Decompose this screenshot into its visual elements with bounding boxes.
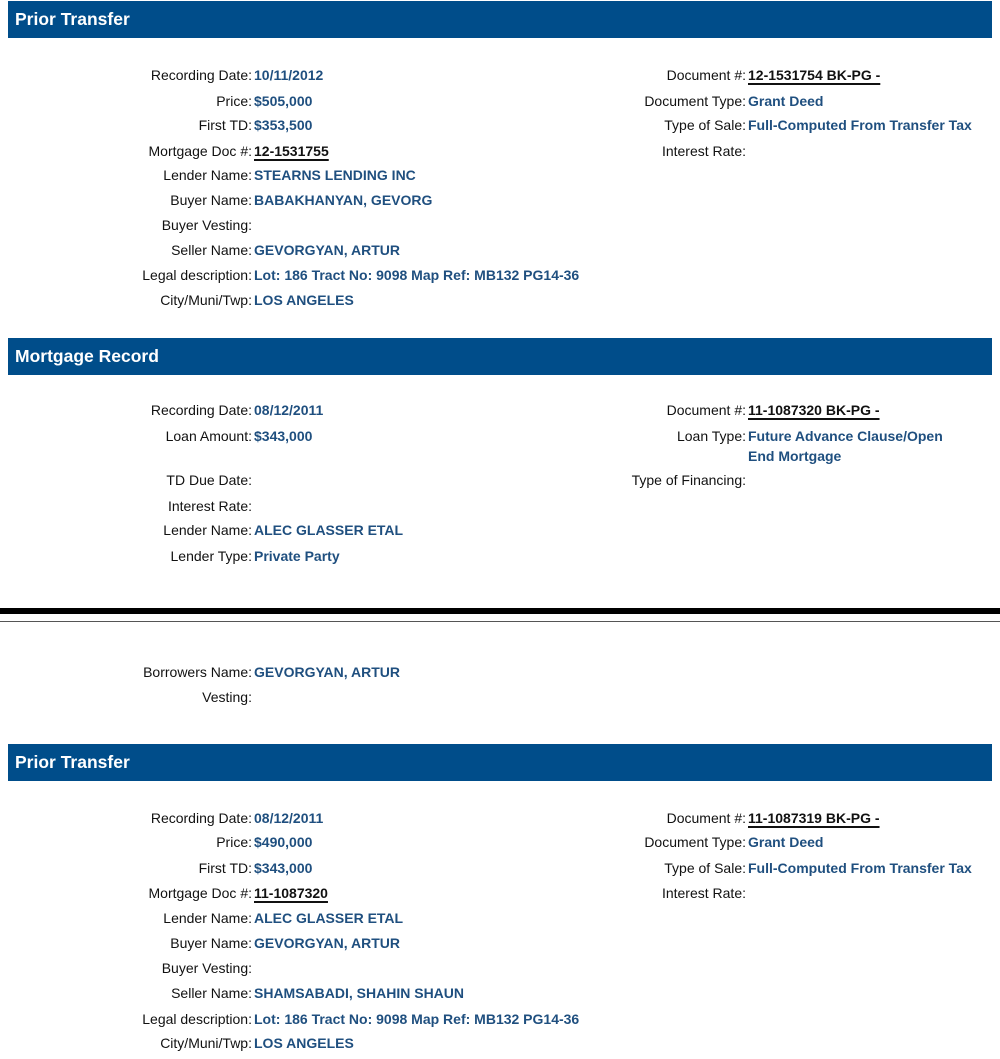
field-legal-description: [0, 265, 580, 285]
field-label: Buyer Name:: [170, 935, 252, 951]
field-value: GEVORGYAN, ARTUR: [254, 242, 400, 258]
field-value: Grant Deed: [748, 834, 824, 850]
field-type-of-sale: [0, 115, 972, 135]
field-label: Borrowers Name:: [143, 664, 252, 680]
field-label: Interest Rate:: [167, 498, 252, 514]
field-buyer-vesting: [0, 958, 252, 978]
field-label: Lender Name:: [163, 522, 252, 538]
field-label: Interest Rate:: [661, 885, 746, 901]
field-legal-description: [0, 1009, 580, 1029]
field-label: Type of Financing:: [631, 472, 746, 488]
field-buyer-name: [0, 190, 433, 210]
field-type-of-sale: [0, 858, 972, 878]
field-value: SHAMSABADI, SHAHIN SHAUN: [254, 985, 465, 1001]
field-lender-name: [0, 165, 416, 185]
field-label: First TD:: [198, 860, 252, 876]
field-label: Vesting:: [202, 689, 252, 705]
field-value: Future Advance Clause/Open: [748, 428, 943, 444]
field-value: 08/12/2011: [254, 402, 324, 418]
field-label: Document #:: [666, 402, 746, 418]
field-buyer-vesting: [0, 215, 252, 235]
field-interest-rate: [0, 141, 746, 161]
field-value: Full-Computed From Transfer Tax: [748, 117, 972, 133]
field-value: End Mortgage: [748, 448, 842, 464]
field-label: Lender Name:: [163, 910, 252, 926]
field-label: Type of Sale:: [664, 860, 746, 876]
field-value: GEVORGYAN, ARTUR: [254, 664, 400, 680]
field-label: First TD:: [198, 117, 252, 133]
field-document-number: [0, 400, 880, 420]
field-city-muni-twp: [0, 1033, 354, 1053]
field-label: City/Muni/Twp:: [160, 292, 252, 308]
field-label: Legal description:: [142, 1011, 252, 1027]
field-label: Recording Date:: [150, 810, 252, 826]
mortgage-doc-link[interactable]: 12-1531755: [254, 143, 329, 159]
field-label: Document #:: [666, 67, 746, 83]
field-label: Buyer Vesting:: [161, 960, 252, 976]
field-value: ALEC GLASSER ETAL: [254, 910, 404, 926]
document-number-link[interactable]: 11-1087320 BK-PG -: [748, 402, 880, 418]
field-value: STEARNS LENDING INC: [254, 167, 416, 183]
field-label: Loan Amount:: [165, 428, 252, 444]
field-label: Recording Date:: [150, 402, 252, 418]
field-seller-name: [0, 240, 400, 260]
field-value: Lot: 186 Tract No: 9098 Map Ref: MB132 PG14-36: [254, 267, 580, 283]
field-lender-type: [0, 546, 340, 566]
field-value: Private Party: [254, 548, 340, 564]
field-label: Buyer Vesting:: [161, 217, 252, 233]
field-label: Mortgage Doc #:: [148, 143, 252, 159]
field-interest-rate: [0, 883, 746, 903]
mortgage-doc-link[interactable]: 11-1087320: [254, 885, 328, 901]
field-value: GEVORGYAN, ARTUR: [254, 935, 400, 951]
field-label: Legal description:: [142, 267, 252, 283]
section-header-prior-transfer: Prior Transfer: [8, 744, 992, 781]
field-borrowers-name: [0, 662, 400, 682]
field-label: Mortgage Doc #:: [148, 885, 252, 901]
page-break-divider: [0, 608, 1000, 614]
field-label: Buyer Name:: [170, 192, 252, 208]
field-value: BABAKHANYAN, GEVORG: [254, 192, 433, 208]
field-buyer-name: [0, 933, 400, 953]
field-label: Seller Name:: [171, 985, 252, 1001]
field-label: TD Due Date:: [166, 472, 252, 488]
field-value: ALEC GLASSER ETAL: [254, 522, 404, 538]
section-header-prior-transfer: Prior Transfer: [8, 1, 992, 38]
field-value: Full-Computed From Transfer Tax: [748, 860, 972, 876]
field-lender-name: [0, 908, 404, 928]
field-value: $353,500: [254, 117, 313, 133]
field-label: Document Type:: [644, 834, 746, 850]
field-document-number: [0, 808, 880, 828]
field-value: $343,000: [254, 860, 313, 876]
field-label: Type of Sale:: [664, 117, 746, 133]
field-label: Price:: [216, 834, 252, 850]
field-label: Document #:: [666, 810, 746, 826]
field-label: Recording Date:: [150, 67, 252, 83]
field-value: $343,000: [254, 428, 313, 444]
field-document-number: [0, 65, 881, 85]
document-number-link[interactable]: 12-1531754 BK-PG -: [748, 67, 881, 83]
field-value: 08/12/2011: [254, 810, 324, 826]
field-label: Loan Type:: [676, 428, 746, 444]
field-value: LOS ANGELES: [254, 292, 354, 308]
field-city-muni-twp: [0, 290, 354, 310]
field-value: $505,000: [254, 93, 313, 109]
section-header-mortgage-record: Mortgage Record: [8, 338, 992, 375]
field-vesting: [0, 687, 252, 707]
field-value: Grant Deed: [748, 93, 824, 109]
field-value: Lot: 186 Tract No: 9098 Map Ref: MB132 PG14-36: [254, 1011, 580, 1027]
document-number-link[interactable]: 11-1087319 BK-PG -: [748, 810, 880, 826]
field-lender-name: [0, 520, 404, 540]
field-label: Lender Type:: [170, 548, 252, 564]
field-label: Interest Rate:: [661, 143, 746, 159]
field-label: Document Type:: [644, 93, 746, 109]
field-loan-type-continued: [0, 446, 842, 466]
field-label: Lender Name:: [163, 167, 252, 183]
field-loan-type: [0, 426, 943, 446]
field-value: 10/11/2012: [254, 67, 324, 83]
field-document-type: [0, 832, 824, 852]
field-value: $490,000: [254, 834, 313, 850]
field-value: LOS ANGELES: [254, 1035, 354, 1051]
field-seller-name: [0, 983, 465, 1003]
field-type-of-financing: [0, 470, 746, 490]
field-label: Price:: [216, 93, 252, 109]
field-document-type: [0, 91, 824, 111]
page-break-line: [0, 621, 1000, 622]
field-label: City/Muni/Twp:: [160, 1035, 252, 1051]
field-interest-rate: [0, 496, 252, 516]
field-label: Seller Name:: [171, 242, 252, 258]
